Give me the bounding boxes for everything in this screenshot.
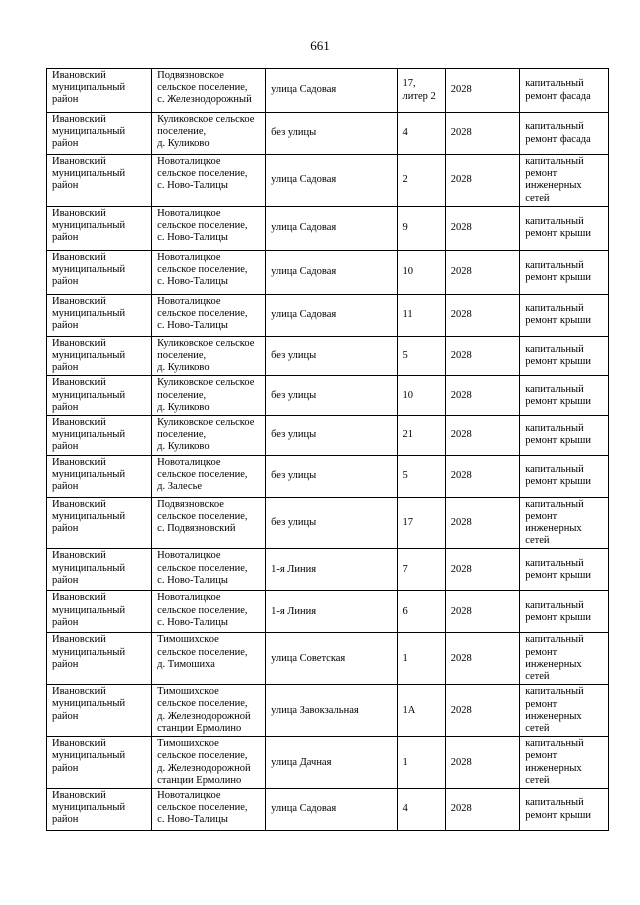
table-row [47, 497, 609, 549]
table-row [47, 685, 609, 737]
settlement-line: с. Железнодорожный [157, 94, 252, 106]
settlement-cell [152, 685, 266, 737]
settlement-line: сельское поселение, [157, 168, 248, 180]
district-cell [47, 113, 152, 155]
work-type-line: капитальный [525, 303, 584, 315]
settlement-line: Куликовское сельское [157, 114, 255, 125]
settlement-line: станции Ермолино [157, 774, 242, 786]
house-number-cell [397, 113, 445, 155]
settlement-cell [152, 591, 266, 633]
settlement-cell [152, 69, 266, 113]
house-number-line: литер 2 [402, 90, 436, 102]
work-type-line: капитальный [525, 599, 584, 611]
street-cell: улица Завокзальная [266, 685, 397, 737]
settlement-line: Новоталицкое [157, 251, 221, 263]
house-number-line: 10 [402, 266, 414, 278]
settlement-line: Куликовское сельское [157, 337, 255, 349]
work-type-line: капитальный [525, 78, 584, 90]
settlement-line: с. Ново-Талицы [157, 320, 228, 332]
district-cell [47, 497, 152, 549]
district-line: район [52, 616, 79, 628]
work-type-line: капитальный [525, 797, 584, 809]
settlement-line: сельское поселение, [157, 220, 248, 232]
table-body [47, 69, 609, 831]
year-cell: 2028 [445, 549, 519, 591]
table-row [47, 737, 609, 789]
district-cell [47, 69, 152, 113]
district-line: Ивановский [52, 114, 106, 125]
district-line: муниципальный [52, 802, 126, 814]
district-line: район [52, 523, 79, 535]
street-cell: улица Дачная [266, 737, 397, 789]
settlement-line: Тимошихское [157, 634, 219, 646]
work-type-line: капитальный [525, 156, 584, 167]
year-cell: 2028 [445, 591, 519, 633]
settlement-line: сельское поселение, [157, 510, 248, 522]
year-cell: 2028 [445, 455, 519, 497]
district-line: район [52, 94, 79, 106]
district-line: район [52, 138, 79, 150]
settlement-line: сельское поселение, [157, 468, 248, 480]
district-line: муниципальный [52, 389, 126, 401]
house-number-cell [397, 206, 445, 250]
district-line: Ивановский [52, 417, 106, 429]
district-line: район [52, 401, 79, 413]
house-number-line: 1 [402, 652, 408, 664]
work-type-cell [520, 336, 609, 376]
work-type-line: ремонт [525, 510, 558, 522]
street-cell: 1-я Линия [266, 549, 397, 591]
work-type-cell [520, 549, 609, 591]
year-cell: 2028 [445, 497, 519, 549]
settlement-line: с. Ново-Талицы [157, 276, 228, 288]
year-cell: 2028 [445, 737, 519, 789]
year-cell: 2028 [445, 336, 519, 376]
district-cell [47, 633, 152, 685]
district-line: Ивановский [52, 156, 106, 167]
house-number-cell [397, 633, 445, 685]
district-line: район [52, 481, 79, 493]
table-row [47, 113, 609, 155]
street-cell: без улицы [266, 336, 397, 376]
work-type-line: ремонт крыши [525, 611, 591, 623]
settlement-line: Подвязновское [157, 498, 224, 510]
work-type-line: капитальный [525, 121, 584, 133]
work-type-cell [520, 685, 609, 737]
district-cell [47, 549, 152, 591]
district-cell [47, 376, 152, 416]
work-type-line: капитальный [525, 557, 584, 569]
table-row [47, 633, 609, 685]
settlement-line: Новоталицкое [157, 207, 221, 219]
district-line: район [52, 574, 79, 586]
house-number-line: 4 [402, 127, 408, 139]
district-line: муниципальный [52, 468, 126, 480]
work-type-cell [520, 69, 609, 113]
work-type-line: капитальный [525, 216, 584, 228]
house-number-cell [397, 497, 445, 549]
house-number-cell [397, 685, 445, 737]
district-cell [47, 591, 152, 633]
house-number-cell [397, 416, 445, 456]
district-line: муниципальный [52, 308, 126, 320]
table-row [47, 69, 609, 113]
table-row [47, 294, 609, 336]
street-cell: улица Садовая [266, 155, 397, 207]
work-type-line: ремонт [525, 698, 558, 710]
page-number: 661 [310, 38, 330, 53]
year-cell: 2028 [445, 416, 519, 456]
district-line: район [52, 710, 79, 722]
settlement-line: поселение, [157, 350, 207, 362]
work-type-cell [520, 591, 609, 633]
work-type-cell [520, 376, 609, 416]
district-cell [47, 206, 152, 250]
district-cell [47, 737, 152, 789]
work-type-line: ремонт крыши [525, 272, 591, 284]
work-type-line: ремонт крыши [525, 356, 591, 368]
work-type-line: капитальный [525, 738, 584, 750]
settlement-line: станции Ермолино [157, 722, 242, 734]
year-cell: 2028 [445, 155, 519, 207]
settlement-cell [152, 206, 266, 250]
settlement-line: сельское поселение, [157, 646, 248, 658]
settlement-cell [152, 549, 266, 591]
work-type-cell [520, 206, 609, 250]
year-cell: 2028 [445, 69, 519, 113]
street-cell: улица Садовая [266, 69, 397, 113]
work-type-line: ремонт крыши [525, 228, 591, 240]
table-row [47, 206, 609, 250]
district-line: муниципальный [52, 604, 126, 616]
house-number-line: 2 [402, 174, 408, 186]
work-type-cell [520, 294, 609, 336]
year-cell: 2028 [445, 789, 519, 831]
house-number-cell [397, 69, 445, 113]
district-line: Ивановский [52, 207, 106, 219]
district-line: муниципальный [52, 510, 126, 522]
settlement-cell [152, 416, 266, 456]
table-row [47, 250, 609, 294]
settlement-cell [152, 633, 266, 685]
year-cell: 2028 [445, 250, 519, 294]
district-line: район [52, 180, 79, 192]
settlement-line: д. Железнодорожной [157, 710, 251, 722]
work-type-cell [520, 113, 609, 155]
district-cell [47, 455, 152, 497]
year-cell: 2028 [445, 206, 519, 250]
district-cell [47, 685, 152, 737]
settlement-line: Новоталицкое [157, 156, 221, 167]
street-cell: без улицы [266, 416, 397, 456]
house-number-line: 10 [402, 389, 414, 401]
street-cell: 1-я Линия [266, 591, 397, 633]
work-type-line: инженерных [525, 658, 582, 670]
district-line: Ивановский [52, 456, 106, 468]
district-line: муниципальный [52, 82, 126, 94]
settlement-line: сельское поселение, [157, 604, 248, 616]
settlement-line: сельское поселение, [157, 82, 248, 94]
buildings-table [46, 68, 609, 831]
work-type-cell [520, 737, 609, 789]
district-line: Ивановский [52, 592, 106, 604]
settlement-line: поселение, [157, 126, 207, 138]
work-type-line: инженерных [525, 180, 582, 192]
house-number-cell [397, 549, 445, 591]
settlement-line: д. Куликово [157, 401, 210, 413]
work-type-cell [520, 250, 609, 294]
settlement-line: сельское поселение, [157, 562, 248, 574]
street-cell: улица Советская [266, 633, 397, 685]
settlement-line: сельское поселение, [157, 264, 248, 276]
district-line: Ивановский [52, 550, 106, 562]
street-cell: улица Садовая [266, 250, 397, 294]
street-cell: улица Садовая [266, 294, 397, 336]
district-cell [47, 336, 152, 376]
district-line: муниципальный [52, 126, 126, 138]
work-type-line: капитальный [525, 383, 584, 395]
settlement-line: Новоталицкое [157, 550, 221, 562]
settlement-line: поселение, [157, 429, 207, 441]
house-number-cell [397, 789, 445, 831]
house-number-line: 17, [402, 78, 416, 90]
district-line: район [52, 658, 79, 670]
district-line: Ивановский [52, 686, 106, 698]
work-type-line: капитальный [525, 634, 584, 646]
house-number-cell [397, 737, 445, 789]
table-row [47, 336, 609, 376]
district-line: район [52, 762, 79, 774]
settlement-cell [152, 789, 266, 831]
district-cell [47, 789, 152, 831]
house-number-line: 17 [402, 516, 414, 528]
house-number-cell [397, 455, 445, 497]
street-cell: без улицы [266, 376, 397, 416]
district-cell [47, 250, 152, 294]
year-cell: 2028 [445, 294, 519, 336]
table-row [47, 376, 609, 416]
settlement-cell [152, 250, 266, 294]
district-line: Ивановский [52, 295, 106, 307]
work-type-line: инженерных [525, 710, 582, 722]
settlement-line: Новоталицкое [157, 592, 221, 604]
district-line: муниципальный [52, 429, 126, 441]
settlement-line: поселение, [157, 389, 207, 401]
year-cell: 2028 [445, 633, 519, 685]
work-type-line: сетей [525, 671, 550, 683]
table-row [47, 455, 609, 497]
district-cell [47, 294, 152, 336]
work-type-cell [520, 633, 609, 685]
house-number-line: 1А [402, 704, 416, 716]
settlement-line: с. Ново-Талицы [157, 814, 228, 826]
district-line: муниципальный [52, 220, 126, 232]
work-type-line: ремонт [525, 646, 558, 658]
house-number-line: 21 [402, 429, 414, 441]
work-type-line: ремонт крыши [525, 809, 591, 821]
settlement-line: Куликовское сельское [157, 377, 255, 389]
house-number-line: 9 [402, 222, 408, 234]
work-type-line: ремонт [525, 750, 558, 762]
settlement-line: сельское поселение, [157, 750, 248, 762]
work-type-line: ремонт крыши [525, 569, 591, 581]
year-cell: 2028 [445, 685, 519, 737]
district-line: муниципальный [52, 562, 126, 574]
work-type-line: капитальный [525, 260, 584, 272]
district-line: муниципальный [52, 168, 126, 180]
work-type-line: ремонт фасада [525, 133, 591, 145]
work-type-line: инженерных [525, 523, 582, 535]
work-type-line: инженерных [525, 762, 582, 774]
settlement-line: с. Ново-Талицы [157, 180, 228, 192]
settlement-cell [152, 376, 266, 416]
settlement-cell [152, 336, 266, 376]
house-number-line: 1 [402, 756, 408, 768]
district-line: Ивановский [52, 738, 106, 750]
work-type-line: капитальный [525, 343, 584, 355]
year-cell: 2028 [445, 113, 519, 155]
district-line: район [52, 232, 79, 244]
settlement-line: с. Ново-Талицы [157, 232, 228, 244]
work-type-line: ремонт крыши [525, 435, 591, 447]
settlement-line: д. Железнодорожной [157, 762, 251, 774]
house-number-cell [397, 294, 445, 336]
work-type-line: ремонт крыши [525, 476, 591, 488]
settlement-line: д. Залесье [157, 481, 203, 493]
settlement-line: Тимошихское [157, 686, 219, 698]
street-cell: без улицы [266, 497, 397, 549]
table-row [47, 549, 609, 591]
house-number-line: 5 [402, 470, 408, 482]
work-type-line: ремонт фасада [525, 90, 591, 102]
street-cell: без улицы [266, 455, 397, 497]
district-line: муниципальный [52, 646, 126, 658]
settlement-line: Новоталицкое [157, 295, 221, 307]
table-row [47, 591, 609, 633]
house-number-cell [397, 591, 445, 633]
house-number-line: 4 [402, 803, 408, 815]
table-row [47, 155, 609, 207]
district-line: муниципальный [52, 264, 126, 276]
district-line: муниципальный [52, 698, 126, 710]
district-line: район [52, 320, 79, 332]
district-line: Ивановский [52, 70, 106, 81]
work-type-cell [520, 789, 609, 831]
year-cell: 2028 [445, 376, 519, 416]
settlement-line: д. Куликово [157, 441, 210, 453]
district-line: район [52, 362, 79, 374]
work-type-cell [520, 497, 609, 549]
settlement-line: с. Подвязновский [157, 523, 236, 535]
district-line: Ивановский [52, 251, 106, 263]
settlement-line: Тимошихское [157, 738, 219, 750]
work-type-line: сетей [525, 535, 550, 547]
settlement-line: с. Ново-Талицы [157, 616, 228, 628]
work-type-cell [520, 455, 609, 497]
work-type-line: ремонт крыши [525, 315, 591, 327]
work-type-cell [520, 416, 609, 456]
district-line: Ивановский [52, 337, 106, 349]
district-line: район [52, 441, 79, 453]
district-line: Ивановский [52, 498, 106, 510]
settlement-cell [152, 497, 266, 549]
work-type-line: сетей [525, 722, 550, 734]
settlement-line: Куликовское сельское [157, 417, 255, 429]
district-line: муниципальный [52, 750, 126, 762]
settlement-line: сельское поселение, [157, 698, 248, 710]
house-number-cell [397, 250, 445, 294]
settlement-line: д. Тимошиха [157, 658, 215, 670]
work-type-line: ремонт [525, 168, 558, 180]
settlement-line: сельское поселение, [157, 802, 248, 814]
work-type-line: капитальный [525, 686, 584, 698]
settlement-cell [152, 455, 266, 497]
settlement-line: Новоталицкое [157, 790, 221, 802]
house-number-cell [397, 376, 445, 416]
settlement-line: д. Куликово [157, 362, 210, 374]
district-cell [47, 155, 152, 207]
house-number-line: 6 [402, 605, 408, 617]
settlement-line: Подвязновское [157, 70, 224, 81]
house-number-line: 11 [402, 309, 413, 321]
settlement-line: Новоталицкое [157, 456, 221, 468]
district-cell [47, 416, 152, 456]
district-line: Ивановский [52, 790, 106, 802]
street-cell: улица Садовая [266, 789, 397, 831]
district-line: район [52, 276, 79, 288]
settlement-cell [152, 155, 266, 207]
table-row [47, 789, 609, 831]
work-type-line: сетей [525, 774, 550, 786]
settlement-line: сельское поселение, [157, 308, 248, 320]
settlement-cell [152, 113, 266, 155]
house-number-line: 7 [402, 563, 408, 575]
table-row [47, 416, 609, 456]
district-line: район [52, 814, 79, 826]
street-cell: без улицы [266, 113, 397, 155]
district-line: Ивановский [52, 377, 106, 389]
work-type-line: сетей [525, 192, 550, 204]
district-line: Ивановский [52, 634, 106, 646]
work-type-cell [520, 155, 609, 207]
house-number-cell [397, 155, 445, 207]
work-type-line: капитальный [525, 423, 584, 435]
settlement-line: д. Куликово [157, 138, 210, 150]
work-type-line: капитальный [525, 463, 584, 475]
district-line: муниципальный [52, 350, 126, 362]
street-cell: улица Садовая [266, 206, 397, 250]
settlement-cell [152, 737, 266, 789]
work-type-line: ремонт крыши [525, 395, 591, 407]
house-number-cell [397, 336, 445, 376]
settlement-cell [152, 294, 266, 336]
settlement-line: с. Ново-Талицы [157, 574, 228, 586]
work-type-line: капитальный [525, 498, 584, 510]
house-number-line: 5 [402, 350, 408, 362]
